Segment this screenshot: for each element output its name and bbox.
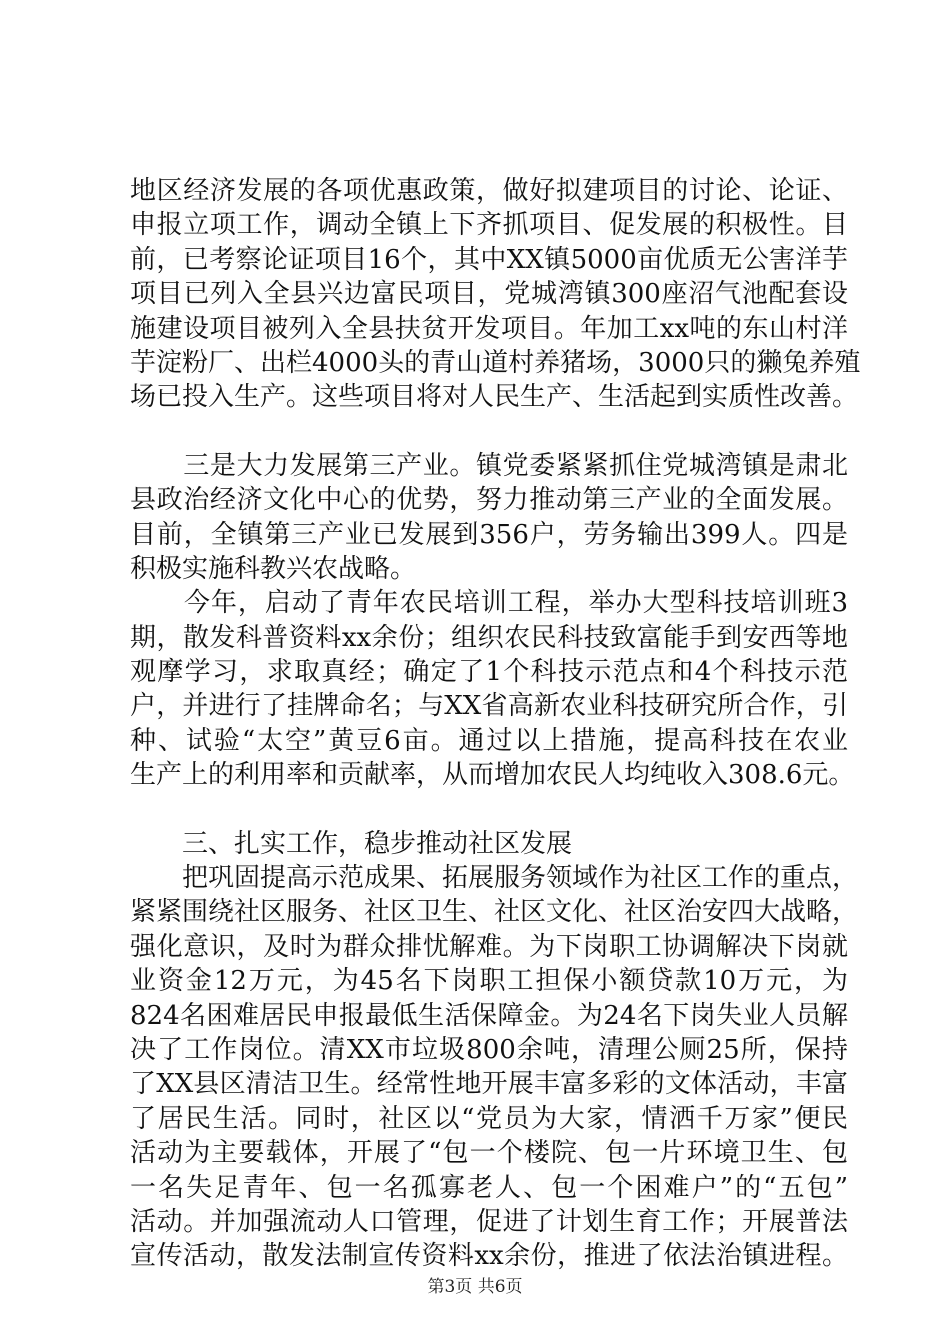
- page-footer: 第3页 共6页: [427, 1277, 523, 1297]
- text-line: 强化意识，及时为群众排忧解难。为下岗职工协调解决下岗就: [130, 931, 848, 962]
- text-line: 生产上的利用率和贡献率，从而增加农民人均纯收入308.6元。: [130, 760, 855, 791]
- text-line: 目前，全镇第三产业已发展到356户，劳务输出399人。四是: [130, 519, 848, 550]
- text-line: 决了工作岗位。清XX市垃圾800余吨，清理公厕25所，保持: [130, 1034, 848, 1065]
- paragraph-4: [130, 861, 859, 1274]
- paragraph-2: [130, 449, 848, 587]
- text-line: 种、试验“太空”黄豆6亩。通过以上措施，提高科技在农业: [130, 725, 848, 756]
- text-line: 紧紧围绕社区服务、社区卫生、社区文化、社区治安四大战略，: [130, 897, 859, 928]
- text-line: 项目已列入全县兴边富民项目，党城湾镇300座沼气池配套设: [130, 279, 848, 310]
- paragraph-1: [130, 174, 861, 415]
- text-line: 观摩学习，求取真经；确定了1个科技示范点和4个科技示范: [130, 657, 848, 688]
- text-line: 地区经济发展的各项优惠政策，做好拟建项目的讨论、论证、: [130, 176, 848, 206]
- text-line: 宣传活动，散发法制宣传资料xx余份，推进了依法治镇进程。: [130, 1241, 848, 1272]
- text-line: 场已投入生产。这些项目将对人民生产、生活起到实质性改善。: [130, 382, 859, 413]
- text-line: 芋淀粉厂、出栏4000头的青山道村养猪场，3000只的獭兔养殖: [130, 347, 861, 378]
- text-line: 申报立项工作，调动全镇上下齐抓项目、促发展的积极性。目: [130, 210, 848, 241]
- paragraph-3: [130, 586, 855, 792]
- text-line: 了XX县区清洁卫生。经常性地开展丰富多彩的文体活动，丰富: [130, 1069, 848, 1100]
- text-line: 活动。并加强流动人口管理，促进了计划生育工作；开展普法: [130, 1206, 848, 1237]
- text-line: 业资金12万元，为45名下岗职工担保小额贷款10万元，为: [130, 966, 848, 997]
- text-line: 期，散发科普资料xx余份；组织农民科技致富能手到安西等地: [130, 622, 848, 653]
- text-line: 积极实施科教兴农战略。: [130, 553, 417, 584]
- text-line: 施建设项目被列入全县扶贫开发项目。年加工xx吨的东山村洋: [130, 313, 848, 344]
- text-line: 一名失足青年、包一名孤寡老人、包一个困难户”的“五包”: [130, 1172, 848, 1203]
- text-line: 前，已考察论证项目16个，其中XX镇5000亩优质无公害洋芋: [130, 244, 848, 275]
- text-line: 824名困难居民申报最低生活保障金。为24名下岗失业人员解: [130, 1000, 848, 1031]
- paragraph-gap: [130, 415, 848, 449]
- text-line: 了居民生活。同时，社区以“党员为大家，情洒千万家”便民: [130, 1103, 848, 1134]
- text-line: 活动为主要载体，开展了“包一个楼院、包一片环境卫生、包: [130, 1138, 848, 1169]
- document-body: [130, 174, 861, 1274]
- text-line: 三是大力发展第三产业。镇党委紧紧抓住党城湾镇是肃北: [130, 450, 848, 481]
- text-line: 把巩固提高示范成果、拓展服务领域作为社区工作的重点，: [130, 863, 859, 894]
- paragraph-gap: [130, 793, 848, 827]
- text-line: 县政治经济文化中心的优势，努力推动第三产业的全面发展。: [130, 485, 848, 516]
- section-heading: 三、扎实工作，稳步推动社区发展: [130, 828, 573, 859]
- text-line: 户，并进行了挂牌命名；与XX省高新农业科技研究所合作，引: [130, 691, 848, 722]
- text-line: 今年，启动了青年农民培训工程，举办大型科技培训班3: [130, 588, 848, 619]
